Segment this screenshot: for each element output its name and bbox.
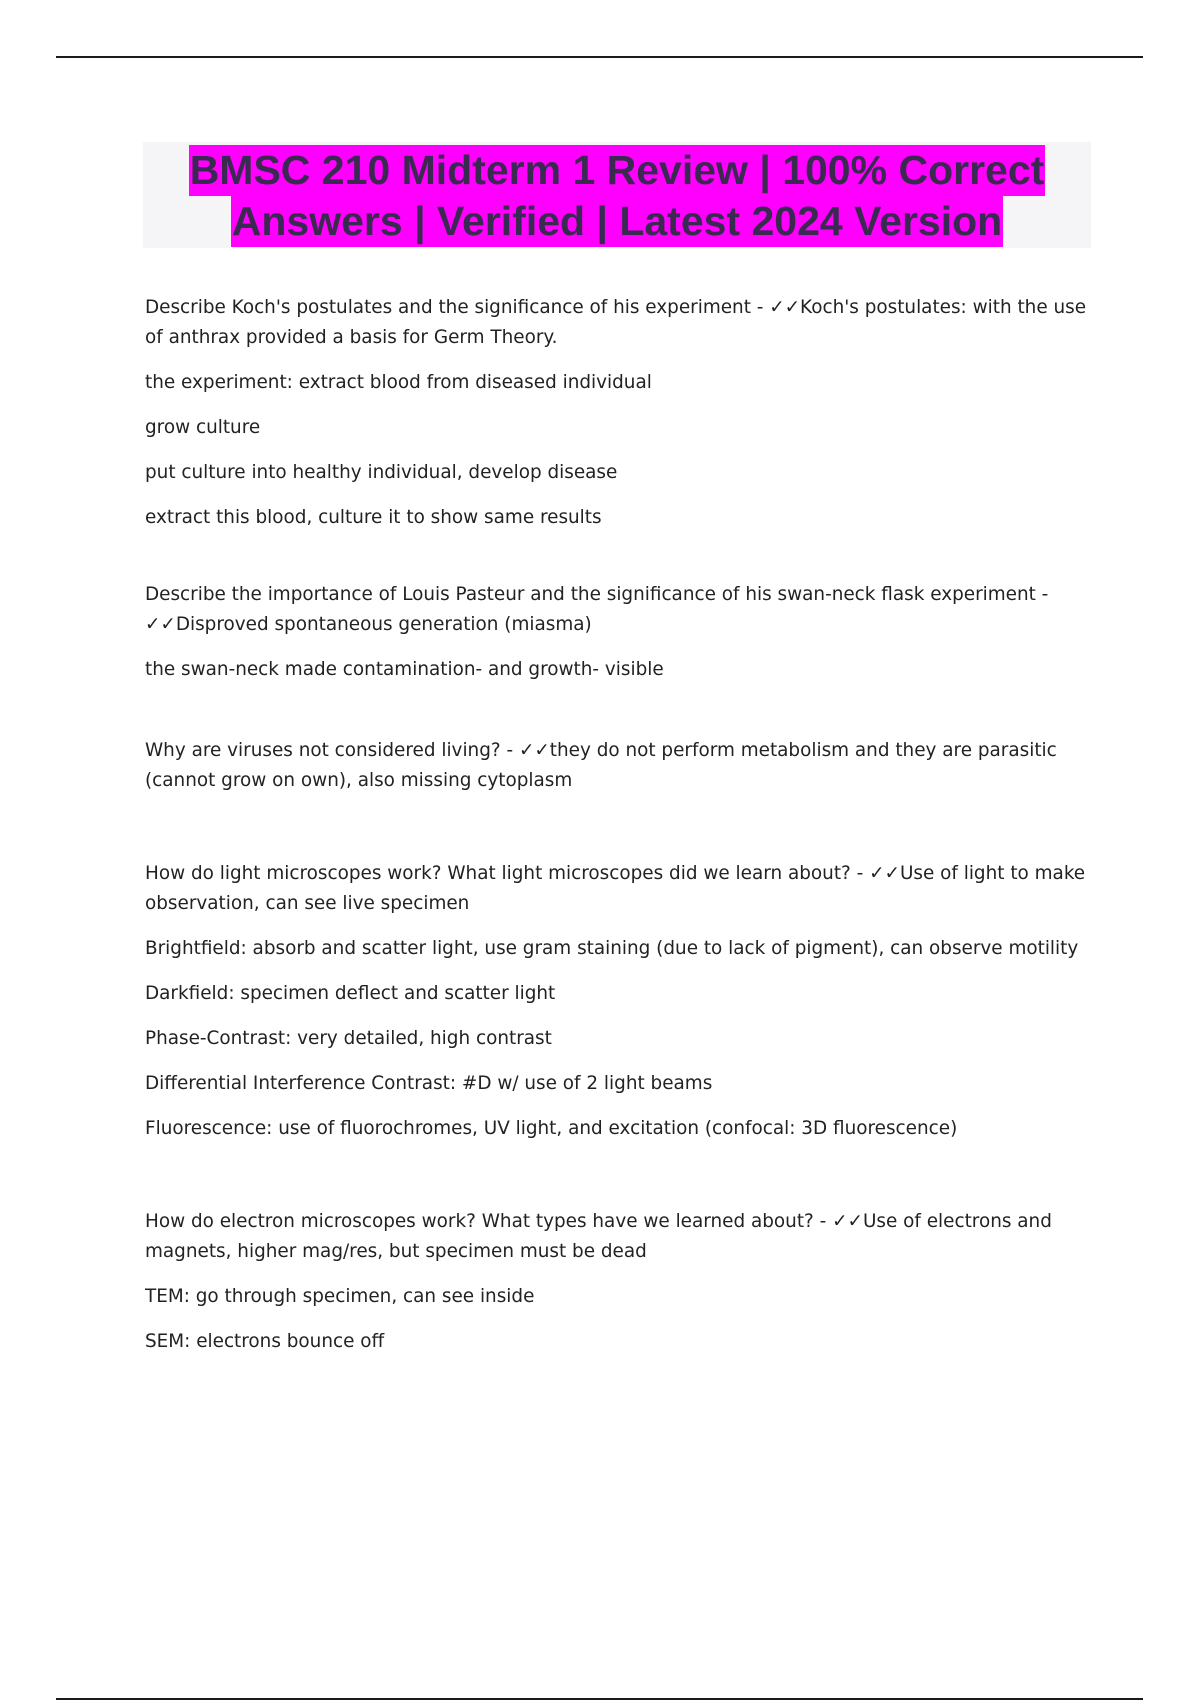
title-banner (143, 142, 1091, 248)
answer-detail: extract this blood, culture it to show same results (145, 507, 602, 528)
answer-detail: Brightfield: absorb and scatter light, use gram staining (due to lack of pigment), can observe motility (145, 938, 1079, 959)
question-text: How do light microscopes work? What light microscopes did we learn about? - ✓✓Use of light to make observation, can see live specimen (145, 863, 1086, 914)
question-text: Why are viruses not considered living? - ✓✓they do not perform metabolism and they are parasitic (cannot grow on own), also missing cytoplasm (145, 740, 1057, 791)
title-line-2: Answers | Verified | Latest 2024 Version (231, 196, 1003, 247)
answer-detail: TEM: go through specimen, can see inside (145, 1286, 535, 1307)
question-text: How do electron microscopes work? What types have we learned about? - ✓✓Use of electrons and magnets, higher mag/res, but specimen must be dead (145, 1211, 1052, 1262)
top-rule (56, 56, 1143, 58)
qa-block (145, 293, 1095, 533)
answer-detail: grow culture (145, 417, 261, 438)
qa-block (145, 580, 1095, 685)
answer-detail: Phase-Contrast: very detailed, high contrast (145, 1028, 552, 1049)
answer-detail: the swan-neck made contamination- and growth- visible (145, 659, 664, 680)
document-body (145, 293, 1095, 1372)
answer-detail: Darkfield: specimen deflect and scatter light (145, 983, 556, 1004)
question-text: Describe Koch's postulates and the significance of his experiment - ✓✓Koch's postulates: with the use of anthrax provided a basis for Germ Theory. (145, 297, 1087, 348)
answer-detail: Fluorescence: use of fluorochromes, UV light, and excitation (confocal: 3D fluorescence) (145, 1118, 958, 1139)
question-text: Describe the importance of Louis Pasteur and the significance of his swan-neck flask experiment - ✓✓Disproved spontaneous generation (miasma) (145, 584, 1049, 635)
qa-block (145, 859, 1095, 1144)
qa-block (145, 1207, 1095, 1357)
answer-detail: the experiment: extract blood from diseased individual (145, 372, 652, 393)
answer-detail: Differential Interference Contrast: #D w/ use of 2 light beams (145, 1073, 713, 1094)
answer-detail: put culture into healthy individual, develop disease (145, 462, 618, 483)
answer-detail: SEM: electrons bounce off (145, 1331, 385, 1352)
title-line-1: BMSC 210 Midterm 1 Review | 100% Correct (189, 145, 1046, 196)
qa-block (145, 736, 1095, 796)
